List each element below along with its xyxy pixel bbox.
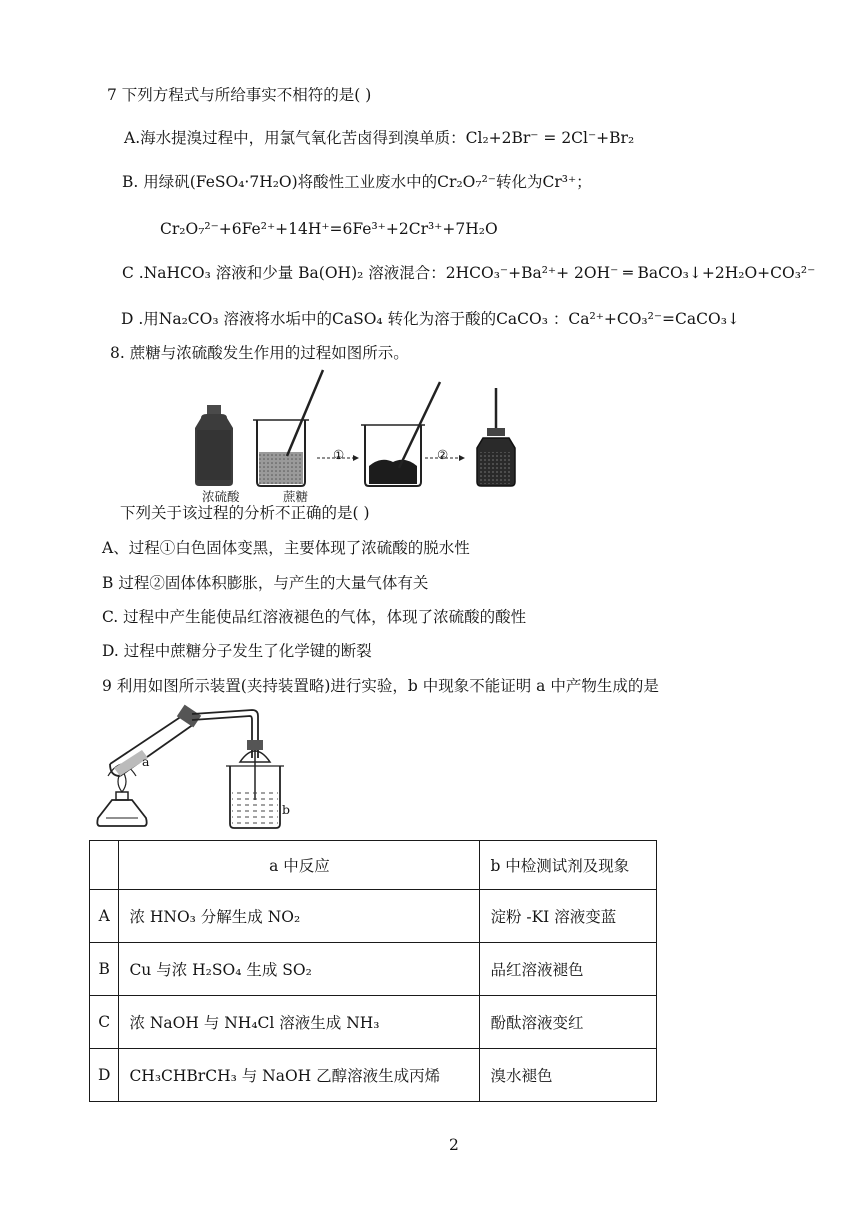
row-label: D (90, 1049, 119, 1102)
reaction-cell: 浓 NaOH 与 NH₄Cl 溶液生成 NH₃ (119, 996, 480, 1049)
detection-cell: 淀粉 -KI 溶液变蓝 (480, 890, 657, 943)
table-row (90, 996, 657, 1049)
q8-option-b: B 过程②固体体积膨胀，与产生的大量气体有关 (102, 574, 429, 592)
table-row (90, 943, 657, 996)
row-label: A (90, 890, 119, 943)
header-cell: b 中检测试剂及现象 (480, 841, 657, 890)
detection-cell: 酚酞溶液变红 (480, 996, 657, 1049)
row-label: C (90, 996, 119, 1049)
page-number: 2 (449, 1136, 459, 1154)
reaction-cell: CH₃CHBrCH₃ 与 NaOH 乙醇溶液生成丙烯 (119, 1049, 480, 1102)
beaker-black-solid-icon (361, 382, 440, 486)
header-cell: a 中反应 (119, 841, 480, 890)
beaker-b-icon (226, 740, 284, 828)
q7-option-b: B. 用绿矾(FeSO₄·7H₂O)将酸性工业废水中的Cr₂O₇²⁻转化为Cr³⁺； (122, 173, 592, 191)
q8-option-a: A、过程①白色固体变黑，主要体现了浓硫酸的脱水性 (102, 539, 470, 557)
q7-option-b-equation: Cr₂O₇²⁻+6Fe²⁺+14H⁺=6Fe³⁺+2Cr³⁺+7H₂O (160, 220, 498, 238)
detection-cell: 品红溶液褪色 (480, 943, 657, 996)
q7-option-c: C .NaHCO₃ 溶液和少量 Ba(OH)₂ 溶液混合：2HCO₃⁻+Ba²⁺+ 2OH⁻ ═ BaCO₃↓+2H₂O+CO₃²⁻ (122, 264, 816, 282)
sugar-label: 蔗糖 (283, 489, 309, 504)
step2-label: ② (437, 447, 449, 462)
reaction-cell: Cu 与浓 H₂SO₄ 生成 SO₂ (119, 943, 480, 996)
q9-stem: 9 利用如图所示装置(夹持装置略)进行实验，b 中现象不能证明 a 中产物生成的是 (102, 677, 659, 695)
sucrose-experiment-figure (195, 370, 535, 500)
jar-expanded-solid-icon (477, 388, 515, 486)
table-row (90, 1049, 657, 1102)
q8-option-d: D. 过程中蔗糖分子发生了化学键的断裂 (102, 642, 372, 660)
acid-label: 浓硫酸 (202, 489, 240, 504)
reaction-table (89, 840, 657, 1102)
row-label: B (90, 943, 119, 996)
step1-label: ① (333, 447, 345, 462)
q8-stem: 8. 蔗糖与浓硫酸发生作用的过程如图所示。 (110, 344, 409, 362)
table-row (90, 890, 657, 943)
q8-question: 下列关于该过程的分析不正确的是( ) (120, 504, 370, 522)
label-b: b (282, 802, 291, 817)
acid-bottle-icon (195, 405, 233, 486)
beaker-with-sugar-icon (253, 370, 323, 486)
reaction-cell: 浓 HNO₃ 分解生成 NO₂ (119, 890, 480, 943)
header-cell (90, 841, 119, 890)
apparatus-figure (92, 700, 292, 832)
test-tube-a-icon (110, 712, 194, 776)
q7-stem: 7 下列方程式与所给事实不相符的是( ) (107, 86, 372, 104)
q7-option-a: A.海水提溴过程中，用氯气氧化苦卤得到溴单质：Cl₂+2Br⁻ = 2Cl⁻+Br₂ (124, 129, 635, 147)
q8-option-c: C. 过程中产生能使品红溶液褪色的气体，体现了浓硫酸的酸性 (102, 608, 527, 626)
table-header-row (90, 841, 657, 890)
label-a: a (142, 754, 150, 769)
detection-cell: 溴水褪色 (480, 1049, 657, 1102)
q7-option-d: D .用Na₂CO₃ 溶液将水垢中的CaSO₄ 转化为溶于酸的CaCO₃ ：Ca²⁺+CO₃²⁻=CaCO₃↓ (121, 310, 740, 328)
alcohol-lamp-icon (97, 770, 146, 826)
